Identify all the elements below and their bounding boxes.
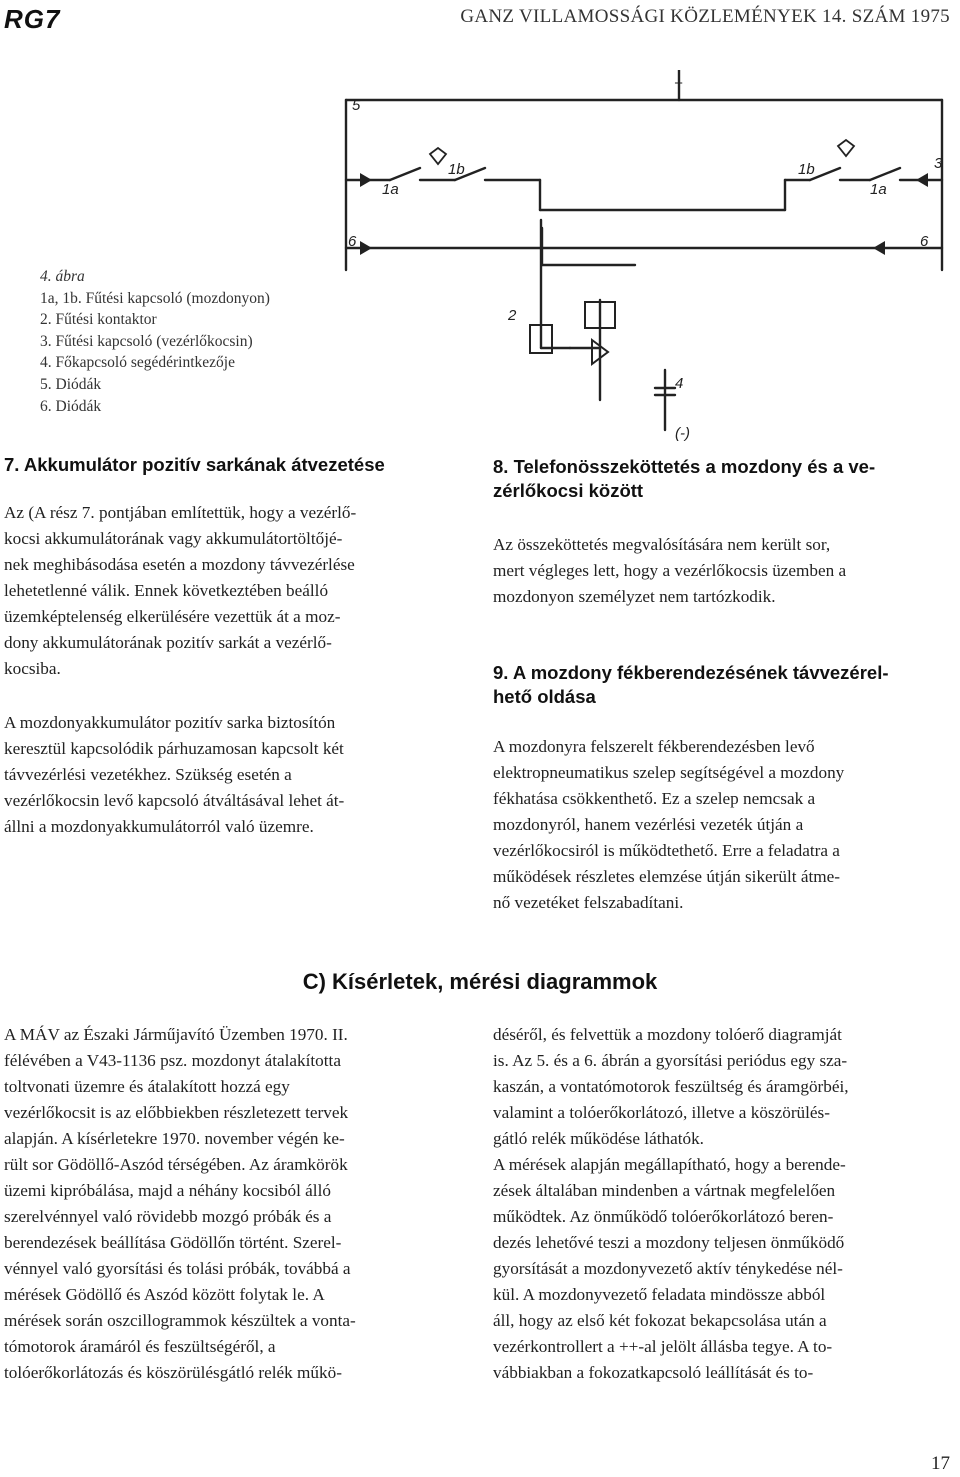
text-line: mozdonyról, hanem vezérlési vezeték útján a xyxy=(493,815,804,834)
text-line: valamint a tolóerőkorlátozó, illetve a köszörülés- xyxy=(493,1103,830,1122)
text-line: zések általában mindenben a vártnak megfelelően xyxy=(493,1181,836,1200)
text-line: mozdonyon személyzet nem tartózkodik. xyxy=(493,587,776,606)
text-line: dezés lehetővé teszi a mozdony teljesen önműködő xyxy=(493,1233,845,1252)
text-line: állni a mozdonyakkumulátorról való üzemre. xyxy=(4,817,314,836)
text-line: berendezések beállítása Gödöllőn történt. Szerel- xyxy=(4,1233,342,1252)
section-8-paragraph xyxy=(493,532,951,610)
text-line: nő vezetéket felszabadítani. xyxy=(493,893,684,912)
label-6-right: 6 xyxy=(920,233,929,250)
diodes xyxy=(360,173,928,255)
page-number: 17 xyxy=(931,1453,950,1474)
label-6: 6 xyxy=(348,233,357,250)
lamp-icon xyxy=(838,140,854,156)
text-line: A mozdonyra felszerelt fékberendezésben levő xyxy=(493,737,815,756)
text-line: dony akkumulátorának pozitív sarkát a vezérlő- xyxy=(4,633,332,652)
label-4: 4 xyxy=(675,375,684,392)
section-7-paragraph-1 xyxy=(4,500,460,682)
heading-line: 8. Telefonösszeköttetés a mozdony és a ve- xyxy=(493,456,876,477)
section-9-heading xyxy=(493,661,953,709)
text-line: áll, hogy az első két fokozat bekapcsolása után a xyxy=(493,1311,827,1330)
section-8-heading xyxy=(493,455,953,503)
text-line: A mozdonyakkumulátor pozitív sarka biztosítón xyxy=(4,713,336,732)
lamp-icon xyxy=(430,148,446,164)
heading-line: 9. A mozdony fékberendezésének távvezérel- xyxy=(493,662,889,683)
plus-label: + xyxy=(674,75,683,92)
text-line: A mérések alapján megállapítható, hogy a berende- xyxy=(493,1155,846,1174)
label-5: 5 xyxy=(352,97,361,114)
text-line: távvezérlési vezetékhez. Szükség esetén a xyxy=(4,765,292,784)
text-line: vábbiakban a fokozatkapcsoló leállítását és to- xyxy=(493,1363,814,1382)
section-9-paragraph xyxy=(493,734,951,916)
text-line: kocsi akkumulátorának vagy akkumulátortöltőjé- xyxy=(4,529,343,548)
text-line: vezérlőkocsit is az előbbiekben részletezett tervek xyxy=(4,1103,349,1122)
section-c-heading: C) Kísérletek, mérési diagrammok xyxy=(302,969,658,994)
text-line: vezérkontrollert a ++-al jelölt állásba tegye. A to- xyxy=(493,1337,833,1356)
section-7-paragraph-2 xyxy=(4,710,460,840)
circuit-diagram xyxy=(330,70,958,445)
section-c-left-column xyxy=(4,1022,460,1386)
caption-item: 2. Fűtési kontaktor xyxy=(40,311,157,329)
text-line: félévében a V43-1136 psz. mozdonyt átalakította xyxy=(4,1051,341,1070)
section-c-right-column xyxy=(493,1022,951,1386)
text-line: kaszán, a vontatómotorok feszültség és áramgörbéi, xyxy=(493,1077,849,1096)
text-line: alapján. A kísérletekre 1970. november végén ke- xyxy=(4,1129,345,1148)
text-line: szerelvénnyel való rövidebb mozgó próbák és a xyxy=(4,1207,332,1226)
label-3: 3 xyxy=(934,155,943,172)
text-line: mérések Gödöllő és Aszód között folytak le. A xyxy=(4,1285,325,1304)
caption-item: 1a, 1b. Fűtési kapcsoló (mozdonyon) xyxy=(40,289,270,307)
text-line: Az (A rész 7. pontjában említettük, hogy a vezérlő- xyxy=(4,503,357,522)
publisher-logo: RG7 xyxy=(4,4,61,34)
diode-3-icon xyxy=(916,173,928,187)
text-line: működések részletes elemzése útján sikerült átme- xyxy=(493,867,840,886)
text-line: üzemképtelenség elkerülésére vezettük át a moz- xyxy=(4,607,341,626)
text-line: vezérlőkocsin levő kapcsoló átváltásával lehet át- xyxy=(4,791,345,810)
text-line: gátló relék működése láthatók. xyxy=(493,1129,704,1148)
journal-title: GANZ VILLAMOSSÁGI KÖZLEMÉNYEK 14. SZÁM 1975 xyxy=(460,6,950,27)
label-1a: 1a xyxy=(382,181,399,198)
text-line: mert végleges lett, hogy a vezérlőkocsis üzemben a xyxy=(493,561,847,580)
diode-6-icon xyxy=(360,241,372,255)
text-line: üzemi kipróbálása, majd a néhány kocsiból álló xyxy=(4,1181,331,1200)
text-line: mérések során oszcillogrammok készültek a vonta- xyxy=(4,1311,356,1330)
heading-line: zérlőkocsi között xyxy=(493,480,644,501)
caption-item: 6. Diódák xyxy=(40,397,102,415)
text-line: A MÁV az Északi Járműjavító Üzemben 1970. II. xyxy=(4,1025,348,1044)
heading-line: hető oldása xyxy=(493,686,596,707)
text-line: keresztül kapcsolódik párhuzamosan kapcsolt két xyxy=(4,739,344,758)
caption-item: 5. Diódák xyxy=(40,375,102,393)
text-line: vezérlőkocsiról is működtethető. Erre a feladatra a xyxy=(493,841,840,860)
label-1b: 1b xyxy=(448,161,465,178)
text-line: Az összeköttetés megvalósítására nem került sor, xyxy=(493,535,831,554)
text-line: vénnyel való gyorsítási és tolási próbák, továbbá a xyxy=(4,1259,351,1278)
diode-6r-icon xyxy=(873,241,885,255)
text-line: tolóerőkorlátozás és köszörülésgátló relék műkö- xyxy=(4,1363,342,1382)
text-line: működtek. Az önműködő tolóerőkorlátozó beren- xyxy=(493,1207,834,1226)
caption-item: 3. Fűtési kapcsoló (vezérlőkocsin) xyxy=(40,332,253,350)
text-line: elektropneumatikus szelep segítségével a mozdony xyxy=(493,763,845,782)
text-line: kocsiba. xyxy=(4,659,61,678)
section-7-heading: 7. Akkumulátor pozitív sarkának átvezetése xyxy=(4,454,385,475)
text-line: gyorsítását a mozdonyvezető aktív ténykedése nél- xyxy=(493,1259,843,1278)
label-2: 2 xyxy=(508,307,517,324)
text-line: is. Az 5. és a 6. ábrán a gyorsítási periódus egy sza- xyxy=(493,1051,848,1070)
text-line: tómotorok áramáról és feszültségéről, a xyxy=(4,1337,276,1356)
caption-title: 4. ábra xyxy=(40,268,85,285)
text-line: fékhatása csökkenthető. Ez a szelep nemcsak a xyxy=(493,789,816,808)
label-1a-right: 1a xyxy=(870,181,887,198)
text-line: déséről, és felvettük a mozdony tolóerő diagramját xyxy=(493,1025,842,1044)
label-1b-right: 1b xyxy=(798,161,815,178)
text-line: toltvonati üzemre és átalakított hozzá egy xyxy=(4,1077,290,1096)
figure-caption xyxy=(40,266,270,417)
diode-5-icon xyxy=(360,173,372,187)
text-line: nek meghibásodása esetén a mozdony távvezérlése xyxy=(4,555,355,574)
caption-item: 4. Főkapcsoló segédérintkezője xyxy=(40,354,235,372)
text-line: rült sor Gödöllő-Aszód térségében. Az áramkörök xyxy=(4,1155,348,1174)
text-line: lehetetlenné válik. Ennek következtében beálló xyxy=(4,581,329,600)
text-line: kül. A mozdonyvezető feladata mindössze abból xyxy=(493,1285,826,1304)
minus-label: (-) xyxy=(675,425,690,442)
